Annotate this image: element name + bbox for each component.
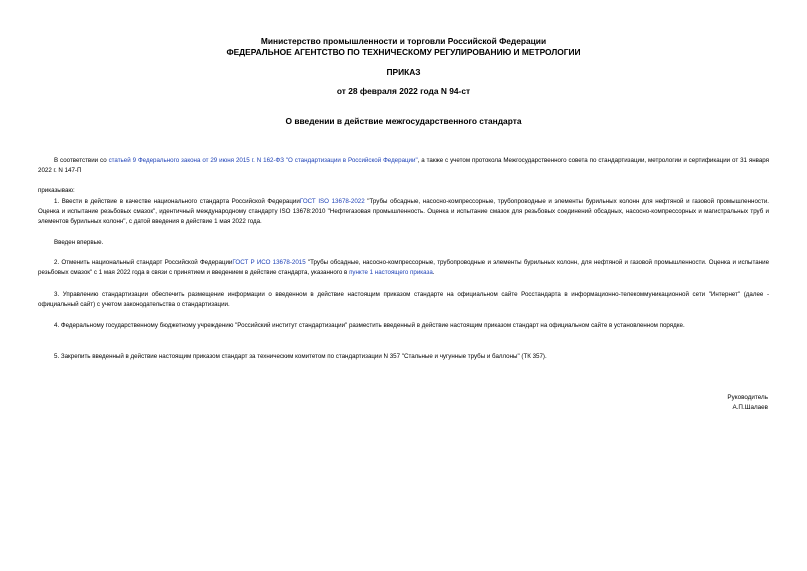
- item-1-paragraph: [38, 197, 769, 228]
- item-3-paragraph: [38, 290, 769, 310]
- order-word: приказываю:: [38, 187, 75, 194]
- signatory-position: Руководитель: [727, 394, 768, 401]
- agency-title: ФЕДЕРАЛЬНОЕ АГЕНТСТВО ПО ТЕХНИЧЕСКОМУ РЕГУЛИРОВАНИЮ И МЕТРОЛОГИИ: [226, 47, 581, 57]
- item-2-end: .: [432, 269, 435, 277]
- item-2-prefix: 2. Отменить национальный стандарт Российской Федерации: [54, 259, 233, 266]
- item-2-middle: "Трубы обсадные, насосно-компрессорные, трубопроводные и элементы бурильных колонн, для нефтяной и газовой промышленности. Оценка и испытание резьбовых смазок" с 1 мая 2022 года в связи с принятием и введением в действие стандарта, указанного в: [38, 259, 770, 277]
- clause-1-link[interactable]: пункте 1 настоящего приказа: [349, 269, 433, 277]
- gost-iso-13678-2022-link[interactable]: ГОСТ ISO 13678-2022: [299, 198, 365, 205]
- item-1-suffix: "Трубы обсадные, насосно-компрессорные, трубопроводные и элементы бурильных колонн для нефтяной и газовой промышленности. Оценка и испытание резьбовых смазок", идентичный международному стандарту ISO 13678:2010 "Нефтегазовая промышленность. Оценка и испытание смазок для резьбовых соединений обсадных, насосно-компрессорных и магистральных труб и элементов бурильных колонн", с датой введения в действие 1 мая 2022 года.: [38, 198, 769, 226]
- ministry-title: Министерство промышленности и торговли Российской Федерации: [260, 36, 547, 46]
- item-3-text: 3. Управлению стандартизации обеспечить размещение информации о введенном в действие настоящим приказом стандарте на официальном сайте Росстандарта в информационно-телекоммуникационной сети "Интернет" (далее - официальный сайт) с учетом законодательства о стандартизации.: [38, 291, 769, 309]
- item-4-paragraph: [38, 321, 769, 331]
- item-5-paragraph: [38, 352, 769, 362]
- preamble-paragraph: [38, 156, 769, 176]
- federal-law-link[interactable]: статьей 9 Федерального закона от 29 июня 2015 г. N 162-ФЗ "О стандартизации в Российской Федерации": [108, 157, 418, 164]
- order-date-number: от 28 февраля 2022 года N 94-ст: [336, 86, 471, 96]
- preamble-suffix: , а также с учетом протокола Межгосударственного совета по стандартизации, метрологии и сертификации от 31 января 2022 г. N 147-П: [38, 157, 770, 175]
- introduced-first-text: Введен впервые.: [54, 239, 104, 246]
- item-5-text: 5. Закрепить введенный в действие настоящим приказом стандарт за техническим комитетом по стандартизации N 357 "Стальные и чугунные трубы и баллоны" (ТК 357).: [54, 353, 547, 360]
- preamble-prefix: В соответствии со: [54, 157, 109, 164]
- signatory-name: А.П.Шалаев: [732, 404, 768, 411]
- order-title: О введении в действие межгосударственного стандарта: [285, 116, 522, 126]
- item-2-paragraph: [38, 258, 769, 278]
- introduced-first-note: [38, 238, 769, 248]
- gost-r-iso-13678-2015-link[interactable]: ГОСТ Р ИСО 13678-2015: [232, 259, 306, 266]
- order-type: ПРИКАЗ: [386, 67, 421, 77]
- item-4-text: 4. Федеральному государственному бюджетному учреждению "Российский институт стандартизации" разместить введенный в действие настоящим приказом стандарт на официальном сайте в установленном порядке.: [54, 322, 685, 329]
- item-1-prefix: 1. Ввести в действие в качестве национального стандарта Российской Федерации: [54, 198, 300, 205]
